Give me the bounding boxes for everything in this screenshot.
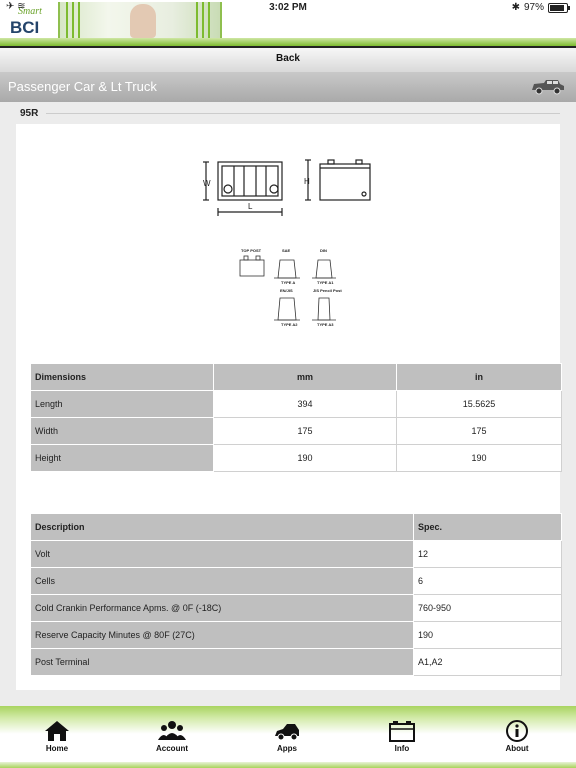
dim-w-label: W [203, 179, 211, 188]
logo-script-text: Smart [18, 6, 42, 17]
dimensions-table [30, 363, 562, 472]
cell-value: 190 [397, 445, 562, 472]
label-jis-pencil: JIS Pencil Post [313, 288, 342, 293]
status-time: 3:02 PM [269, 2, 307, 13]
tab-about[interactable] [477, 720, 557, 753]
home-icon [44, 720, 70, 742]
table-row [31, 649, 562, 676]
table-header-row [31, 514, 562, 541]
page-title: Passenger Car & Lt Truck [8, 79, 157, 94]
table-row [31, 622, 562, 649]
tab-info[interactable] [362, 720, 442, 753]
battery-dimension-diagram [200, 156, 380, 218]
tab-label: Home [45, 744, 69, 753]
cell-value: 175 [397, 418, 562, 445]
table-header-row [31, 364, 562, 391]
info-icon [505, 720, 529, 742]
cell-value: 175 [214, 418, 397, 445]
group-code: 95R [20, 108, 39, 119]
label-sae: SAE [282, 248, 291, 253]
label-din: DIN [320, 248, 327, 253]
tab-label: About [505, 744, 529, 753]
dim-l-label: L [248, 202, 253, 211]
col-header: Dimensions [31, 364, 214, 391]
bluetooth-icon: ✱ [511, 2, 520, 13]
label-top-post: TOP POST [241, 248, 262, 253]
table-row [31, 595, 562, 622]
spec-table [30, 513, 562, 676]
car-icon [273, 720, 301, 742]
col-header: Spec. [414, 514, 562, 541]
row-label: Height [31, 445, 214, 472]
col-header: mm [214, 364, 397, 391]
label-type-a: TYPE A [281, 280, 296, 285]
terminal-types-diagram [238, 246, 364, 328]
cell-value: 6 [414, 568, 562, 595]
battery-icon [389, 720, 415, 742]
content-panel [16, 124, 560, 690]
airplane-wifi-icon: ✈ ≋ [6, 1, 26, 12]
users-icon [158, 720, 186, 742]
tab-account[interactable] [132, 720, 212, 753]
cell-value: 760-950 [414, 595, 562, 622]
battery-percent: 97% [523, 2, 544, 13]
dim-h-label: H [304, 177, 310, 186]
col-header: Description [31, 514, 414, 541]
table-row [31, 445, 562, 472]
cell-value: 12 [414, 541, 562, 568]
title-bar [0, 72, 576, 102]
row-label: Cells [31, 568, 414, 595]
cell-value: 15.5625 [397, 391, 562, 418]
nav-bar [0, 46, 576, 74]
tab-label: Apps [277, 744, 297, 753]
logo-text: BCI [10, 18, 40, 37]
col-header: in [397, 364, 562, 391]
label-enjis: EN/JIS [280, 288, 293, 293]
status-bar [0, 0, 576, 16]
tab-home[interactable] [17, 720, 97, 753]
tab-label: Info [394, 744, 410, 753]
table-row [31, 391, 562, 418]
cell-value: 394 [214, 391, 397, 418]
row-label: Reserve Capacity Minutes @ 80F (27C) [31, 622, 414, 649]
label-type-a1: TYPE A1 [317, 280, 334, 285]
table-row [31, 418, 562, 445]
row-label: Volt [31, 541, 414, 568]
row-label: Cold Crankin Performance Apms. @ 0F (-18C) [31, 595, 414, 622]
status-right [512, 2, 568, 13]
truck-icon[interactable] [530, 79, 566, 95]
cell-value: 190 [414, 622, 562, 649]
table-row [31, 568, 562, 595]
bottom-tab-bar [0, 706, 576, 768]
tab-label: Account [156, 744, 188, 753]
tab-apps[interactable] [247, 720, 327, 753]
cell-value: 190 [214, 445, 397, 472]
table-row [31, 541, 562, 568]
row-label: Length [31, 391, 214, 418]
row-label: Post Terminal [31, 649, 414, 676]
row-label: Width [31, 418, 214, 445]
back-button[interactable]: Back [276, 53, 300, 64]
label-type-a2: TYPE A2 [281, 322, 298, 327]
cell-value: A1,A2 [414, 649, 562, 676]
battery-icon [548, 3, 568, 13]
label-type-a3: TYPE A3 [317, 322, 334, 327]
